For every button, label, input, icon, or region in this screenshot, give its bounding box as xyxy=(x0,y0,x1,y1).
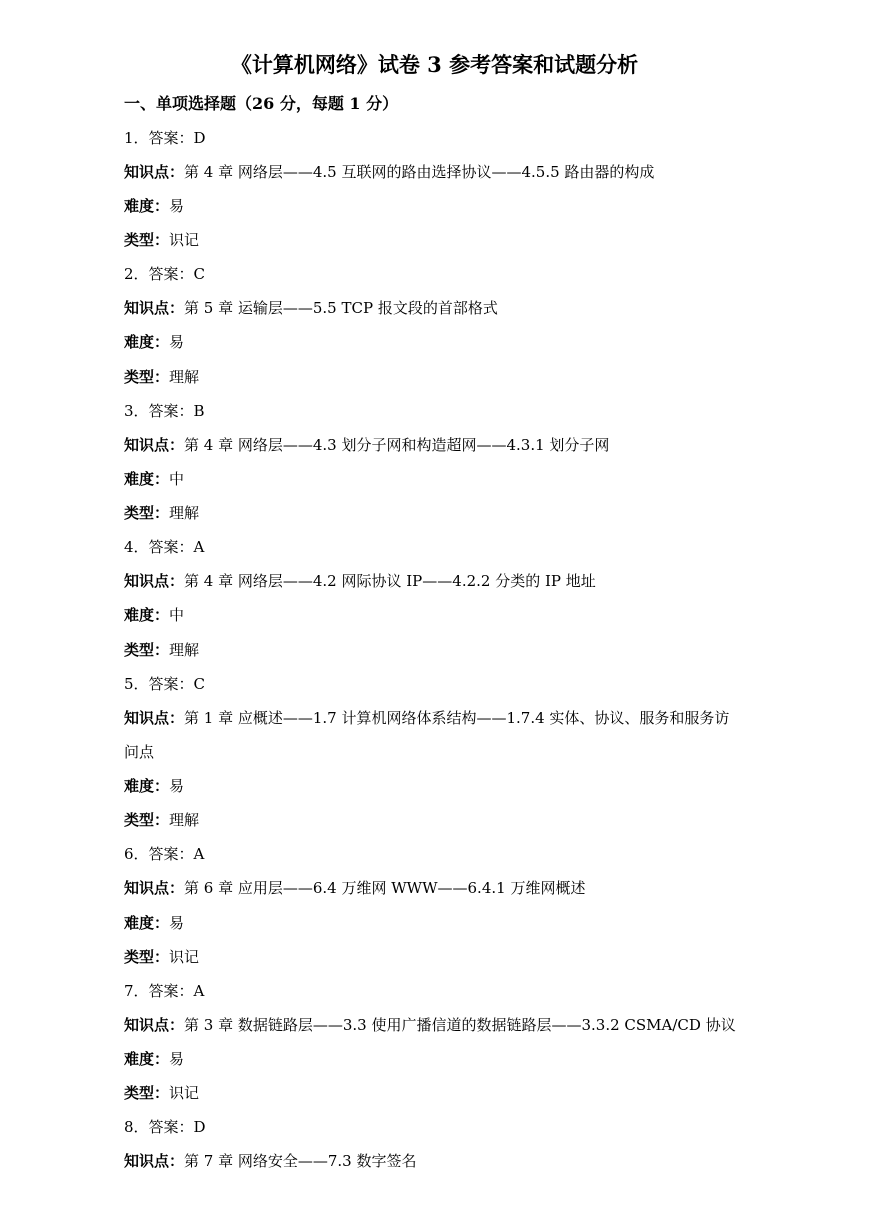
difficulty-label: 难度： xyxy=(124,470,170,488)
knowledge-line xyxy=(124,431,609,459)
knowledge-value: 第 3 章 数据链路层——3.3 使用广播信道的数据链路层——3.3.2 CSMA/CD 协议 xyxy=(184,1016,736,1034)
knowledge-value: 第 4 章 网络层——4.5 互联网的路由选择协议——4.5.5 路由器的构成 xyxy=(184,163,655,181)
type-value: 识记 xyxy=(169,231,200,249)
knowledge-label: 知识点： xyxy=(124,572,185,590)
type-value: 理解 xyxy=(169,641,200,659)
knowledge-label: 知识点： xyxy=(124,709,185,727)
knowledge-line xyxy=(124,1147,417,1175)
difficulty-line xyxy=(124,909,184,937)
knowledge-label: 知识点： xyxy=(124,299,185,317)
answer-line: 4．答案：A xyxy=(124,538,205,556)
difficulty-line xyxy=(124,601,184,629)
difficulty-line xyxy=(124,192,184,220)
knowledge-value: 第 6 章 应用层——6.4 万维网 WWW——6.4.1 万维网概述 xyxy=(184,879,586,897)
answer-line: 7．答案：A xyxy=(124,982,205,1000)
type-label: 类型： xyxy=(124,231,170,249)
answer-line: 6．答案：A xyxy=(124,845,205,863)
knowledge-line xyxy=(124,704,729,732)
knowledge-label: 知识点： xyxy=(124,1152,185,1170)
type-label: 类型： xyxy=(124,948,170,966)
knowledge-line xyxy=(124,158,654,186)
knowledge-label: 知识点： xyxy=(124,1016,185,1034)
section-heading: 一、单项选择题（26 分，每题 1 分） xyxy=(124,94,399,113)
type-line xyxy=(124,226,199,254)
type-line xyxy=(124,363,199,391)
difficulty-label: 难度： xyxy=(124,777,170,795)
type-label: 类型： xyxy=(124,504,170,522)
difficulty-value: 易 xyxy=(169,1050,185,1068)
type-label: 类型： xyxy=(124,368,170,386)
difficulty-line xyxy=(124,328,184,356)
difficulty-line xyxy=(124,1045,184,1073)
type-value: 识记 xyxy=(169,1084,200,1102)
difficulty-label: 难度： xyxy=(124,197,170,215)
difficulty-line xyxy=(124,465,184,493)
difficulty-value: 易 xyxy=(169,197,185,215)
answer-line: 8．答案：D xyxy=(124,1118,206,1136)
type-line xyxy=(124,943,199,971)
type-line xyxy=(124,806,199,834)
knowledge-line xyxy=(124,1011,736,1039)
difficulty-label: 难度： xyxy=(124,1050,170,1068)
document-title: 《计算机网络》试卷 3 参考答案和试题分析 xyxy=(230,52,639,77)
difficulty-value: 易 xyxy=(169,333,185,351)
knowledge-label: 知识点： xyxy=(124,163,185,181)
knowledge-line xyxy=(124,294,498,322)
difficulty-label: 难度： xyxy=(124,333,170,351)
knowledge-label: 知识点： xyxy=(124,879,185,897)
knowledge-label: 知识点： xyxy=(124,436,185,454)
type-label: 类型： xyxy=(124,1084,170,1102)
knowledge-value: 第 4 章 网络层——4.3 划分子网和构造超网——4.3.1 划分子网 xyxy=(184,436,610,454)
knowledge-value: 第 1 章 应概述——1.7 计算机网络体系结构——1.7.4 实体、协议、服务和服务访 xyxy=(184,709,730,727)
difficulty-label: 难度： xyxy=(124,606,170,624)
difficulty-value: 易 xyxy=(169,777,185,795)
type-value: 理解 xyxy=(169,368,200,386)
difficulty-value: 中 xyxy=(169,606,185,624)
knowledge-continuation-line: 问点 xyxy=(124,743,155,761)
knowledge-line xyxy=(124,567,596,595)
type-value: 理解 xyxy=(169,811,200,829)
knowledge-value: 第 4 章 网络层——4.2 网际协议 IP——4.2.2 分类的 IP 地址 xyxy=(184,572,596,590)
type-label: 类型： xyxy=(124,811,170,829)
knowledge-line xyxy=(124,874,585,902)
answer-line: 5．答案：C xyxy=(124,675,206,693)
difficulty-line xyxy=(124,772,184,800)
type-line xyxy=(124,1079,199,1107)
type-value: 理解 xyxy=(169,504,200,522)
type-label: 类型： xyxy=(124,641,170,659)
difficulty-value: 易 xyxy=(169,914,185,932)
answer-line: 3．答案：B xyxy=(124,402,205,420)
difficulty-label: 难度： xyxy=(124,914,170,932)
answer-line: 1．答案：D xyxy=(124,129,206,147)
type-value: 识记 xyxy=(169,948,200,966)
knowledge-value: 第 7 章 网络安全——7.3 数字签名 xyxy=(184,1152,417,1170)
knowledge-value: 第 5 章 运输层——5.5 TCP 报文段的首部格式 xyxy=(184,299,498,317)
type-line xyxy=(124,636,199,664)
difficulty-value: 中 xyxy=(169,470,185,488)
type-line xyxy=(124,499,199,527)
answer-line: 2．答案：C xyxy=(124,265,206,283)
